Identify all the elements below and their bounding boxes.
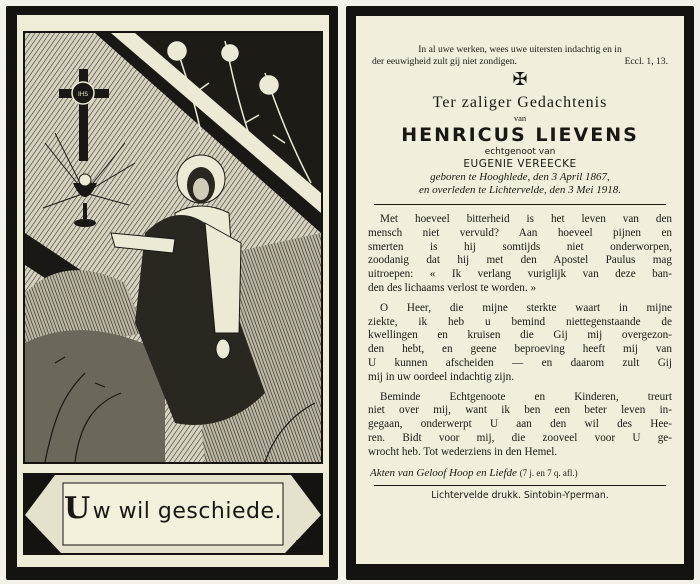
left-card-inner <box>17 15 329 567</box>
text-line: den des lichaams verlost te worden. » <box>368 281 537 294</box>
acts-text: Akten van Geloof Hoop en Liefde <box>370 466 517 479</box>
text-line: ren. Bidt voor mij, die zooveel voor U ge- <box>368 431 672 444</box>
printer-line: Lichtervelde drukk. Sintobin-Yperman. <box>431 489 609 501</box>
acts-line <box>368 467 672 480</box>
spouse-name: EUGENIE VEREECKE <box>463 158 577 170</box>
left-card <box>6 6 338 580</box>
text-line: smerten is hij somtijds niet onderworpen, <box>368 240 672 253</box>
artist-mark-right: DB.10 <box>295 539 317 547</box>
text-line: U kunnen afscheiden — en daarom zult Gij <box>368 356 672 369</box>
svg-text:IHS: IHS <box>77 91 89 98</box>
text-line: mij in uw oordeel indachtig zijn. <box>368 370 515 383</box>
death-line: en overleden te Lichtervelde, den 3 Mei 1918. <box>419 184 621 196</box>
van-label: van <box>513 113 527 123</box>
paragraph-bitterness <box>368 213 672 296</box>
quote-line: der eeuwigheid zult gij niet zondigen. <box>372 56 517 67</box>
text-line: zoodanig dat hij met den Apostel Paulus mag <box>368 254 672 267</box>
artist-mark-left: C·G· <box>29 539 44 547</box>
text-line: kwellingen en kruisen die Gij mij overgezon- <box>368 329 672 342</box>
illustration-svg <box>25 33 321 462</box>
divider-bottom <box>374 485 666 486</box>
cross-pattee-icon: ✠ <box>512 69 528 90</box>
caption-text <box>25 491 321 526</box>
birth-line: geboren te Hooghlede, den 3 April 1867, <box>430 171 610 183</box>
ground-left <box>25 330 165 462</box>
indulgence-note: (7 j. en 7 q. afl.) <box>519 467 578 478</box>
caption-initial: U <box>63 491 91 526</box>
text-line: ziekte, ik heb u bemind niettegenstaande de <box>368 315 672 328</box>
text-line: Met hoeveel bitterheid is het leven van den <box>380 213 672 225</box>
paragraph-prayer <box>368 302 672 385</box>
spouse-label: echtgenoot van <box>484 147 556 157</box>
text-line: mensch niet vervuld? Aan hoeveel pijnen en <box>368 226 672 239</box>
text-line: uitroepen: « Ik verlang vuriglijk van deze ban- <box>368 268 672 281</box>
quote-line: In al uwe werken, wees uwe uitersten indachtig en in <box>418 44 622 55</box>
caption-rest: w wil geschiede. <box>92 499 282 524</box>
divider-top <box>374 204 666 205</box>
text-line: Beminde Echtgenoote en Kinderen, treurt <box>380 390 672 403</box>
caption-band <box>23 473 323 555</box>
text-line: niet over mij, want ik ben een beter leven in- <box>368 404 672 417</box>
text-line: wrocht heb. Tot wederziens in den Hemel. <box>368 445 558 458</box>
text-line: gegaan, onderwerpt U aan den wil des Hee- <box>368 418 672 431</box>
deceased-name: HENRICUS LIEVENS <box>401 124 639 146</box>
memorial-text <box>356 16 684 564</box>
paragraph-family <box>368 391 672 460</box>
text-line: O Heer, die mijne sterkte waart in mijne <box>380 301 672 314</box>
right-card <box>346 6 694 580</box>
text-line: den hebt, en geene beproeving heeft mij van <box>368 343 672 356</box>
quote-reference: Eccl. 1, 13. <box>624 56 668 67</box>
memorial-title: Ter zaliger Gedachtenis <box>432 94 608 111</box>
devotional-illustration <box>23 31 323 464</box>
